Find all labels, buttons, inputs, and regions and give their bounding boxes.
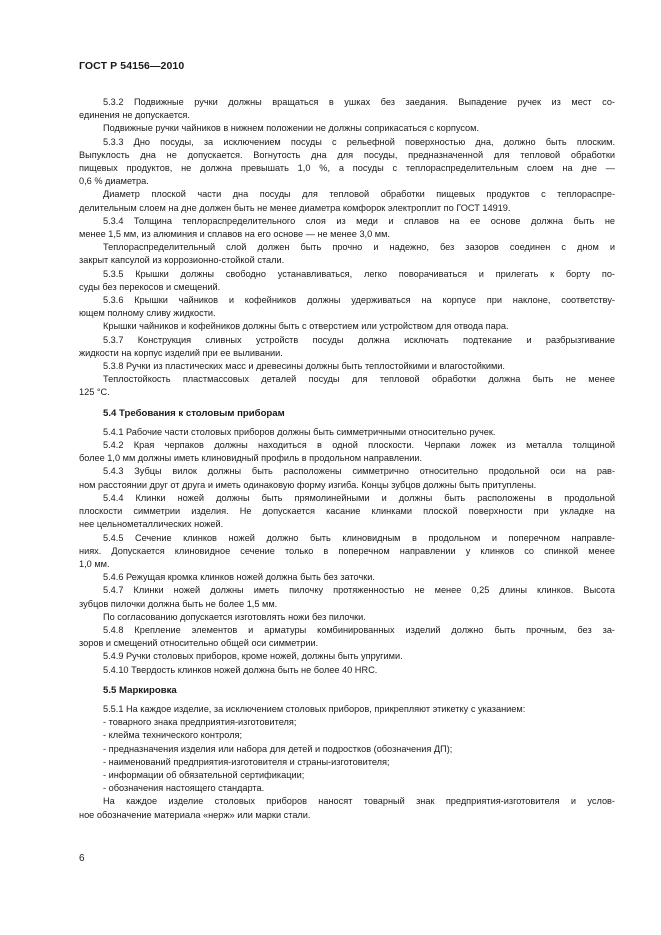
text-line: 125 °С. bbox=[79, 387, 110, 398]
text-line: ном расстоянии друг от друга и иметь одинаковую форму изгиба. Концы зубцов должны быть притуплены. bbox=[79, 479, 537, 490]
text-line: - товарного знака предприятия-изготовителя; bbox=[103, 717, 297, 728]
text-line: делительным слоем на дне должен быть не менее диаметра комфорок электроплит по ГОСТ 14919. bbox=[79, 202, 511, 213]
text-line: менее 1,5 мм, из алюминия и сплавов на его основе — не менее 3,0 мм. bbox=[79, 229, 390, 240]
text-line: Подвижные ручки чайников в нижнем положении не должны соприкасаться с корпусом. bbox=[103, 123, 480, 134]
text-line: 5.4.8 Крепление элементов и арматуры комбинированных изделий должно быть прочным, без за- bbox=[103, 624, 615, 635]
text-line: 5.3.3 Дно посуды, за исключением посуды с рельефной поверхностью дна, должно быть плоским. bbox=[103, 136, 615, 147]
document-body bbox=[79, 96, 615, 822]
text-line: Теплораспределительный слой должен быть прочно и надежно, без зазоров соединен с дном и bbox=[103, 242, 615, 253]
text-line: 5.4.6 Режущая кромка клинков ножей должна быть без заточки. bbox=[103, 572, 375, 583]
text-line: - предназначения изделия или набора для детей и подростков (обозначения ДП); bbox=[103, 743, 453, 754]
text-line: пищевых продуктов, не должна превышать 1,0 %, а посуды с теплораспределительным слоем на дне — bbox=[79, 163, 615, 174]
text-line: - клейма технического контроля; bbox=[103, 730, 243, 741]
text-line: 5.4.2 Края черпаков должны находиться в одной плоскости. Черпаки ложек из металла толщиной bbox=[103, 440, 615, 451]
text-line: 5.4.5 Сечение клинков ножей должно быть клиновидным в продольном и поперечном направле- bbox=[103, 532, 615, 543]
text-line: 5.4.9 Ручки столовых приборов, кроме ножей, должны быть упругими. bbox=[103, 651, 403, 662]
text-line: 1,0 мм. bbox=[79, 558, 110, 569]
text-line: 5.5.1 На каждое изделие, за исключением столовых приборов, прикрепляют этикетку с указанием: bbox=[103, 703, 526, 714]
text-line: 5.4.1 Рабочие части столовых приборов должны быть симметричными относительно ручек. bbox=[103, 426, 496, 437]
text-line: 5.3.2 Подвижные ручки должны вращаться в ушках без заедания. Выпадение ручек из мест со- bbox=[103, 97, 615, 107]
text-line: 5.4.10 Твердость клинков ножей должна быть не более 40 HRC. bbox=[103, 664, 378, 675]
text-line: 5.3.7 Конструкция сливных устройств посуды должна исключать подтекание и разбрызгивание bbox=[103, 334, 615, 345]
text-line: ниях. Допускается клиновидное сечение только в поперечном направлении у клинков со спинкой менее bbox=[79, 545, 615, 556]
text-line: жидкости на корпус изделий при ее выливании. bbox=[79, 347, 283, 358]
text-line: 0,6 % диаметра. bbox=[79, 176, 149, 187]
text-line: 5.4.3 Зубцы вилок должны быть расположены симметрично относительно продольной оси на рав- bbox=[103, 466, 615, 477]
text-line: закрыт капсулой из коррозионно-стойкой стали. bbox=[79, 255, 285, 266]
text-line: более 1,0 мм должны иметь клиновидный профиль в продольном направлении. bbox=[79, 453, 423, 464]
text-line: Теплостойкость пластмассовых деталей посуды для тепловой обработки должна быть не менее bbox=[103, 374, 615, 385]
document-header: ГОСТ Р 54156—2010 bbox=[79, 60, 185, 72]
section-heading: 5.5 Маркировка bbox=[103, 684, 177, 696]
text-line: нее цельнометаллических ножей. bbox=[79, 519, 224, 530]
text-line: 5.3.4 Толщина теплораспределительного слоя из меди и сплавов на ее основе должна быть не bbox=[103, 215, 615, 226]
text-line: - обозначения настоящего стандарта. bbox=[103, 783, 265, 794]
text-line: 5.3.6 Крышки чайников и кофейников должны удерживаться на корпусе при наклоне, соответству- bbox=[103, 295, 615, 306]
text-line: На каждое изделие столовых приборов наносят товарный знак предприятия-изготовителя и услов- bbox=[103, 796, 615, 807]
text-line: 5.3.5 Крышки должны свободно устанавливаться, легко поворачиваться и прилегать к борту по- bbox=[103, 268, 615, 279]
text-line: зубцов пилочки должна быть не более 1,5 мм. bbox=[79, 598, 278, 609]
text-line: ющем полному сливу жидкости. bbox=[79, 308, 216, 319]
text-line: 5.4.7 Клинки ножей должны иметь пилочку протяженностью не менее 0,25 длины клинков. Высота bbox=[103, 585, 615, 596]
text-line: - наименований предприятия-изготовителя и страны-изготовителя; bbox=[103, 756, 390, 767]
text-line: плоскости симметрии изделия. Не допускается касание клинками плоской поверхности при укладке на bbox=[79, 506, 615, 517]
text-line: единения не допускается. bbox=[79, 110, 190, 121]
text-line: - информации об обязательной сертификации; bbox=[103, 769, 305, 780]
text-line: Выпуклость дна не допускается. Вогнутость дна для посуды, предназначенной для тепловой обработки bbox=[79, 149, 615, 160]
text-line: 5.4.4 Клинки ножей должны быть прямолинейными и должны быть расположены в продольной bbox=[103, 492, 615, 503]
text-line: ное обозначение материала «нерж» или марки стали. bbox=[79, 809, 311, 820]
section-heading: 5.4 Требования к столовым приборам bbox=[103, 407, 285, 419]
text-line: Крышки чайников и кофейников должны быть с отверстием или устройством для отвода пара. bbox=[103, 321, 509, 332]
text-line: По согласованию допускается изготовлять ножи без пилочки. bbox=[103, 611, 366, 622]
page-number: 6 bbox=[79, 853, 85, 864]
text-line: суды без перекосов и смещений. bbox=[79, 281, 221, 292]
text-line: 5.3.8 Ручки из пластических масс и древесины должны быть теплостойкими и влагостойкими. bbox=[103, 361, 505, 372]
text-line: Диаметр плоской части дна посуды для тепловой обработки пищевых продуктов с теплораспре- bbox=[103, 189, 615, 200]
text-line: зоров и смещений относительно общей оси симметрии. bbox=[79, 638, 319, 649]
